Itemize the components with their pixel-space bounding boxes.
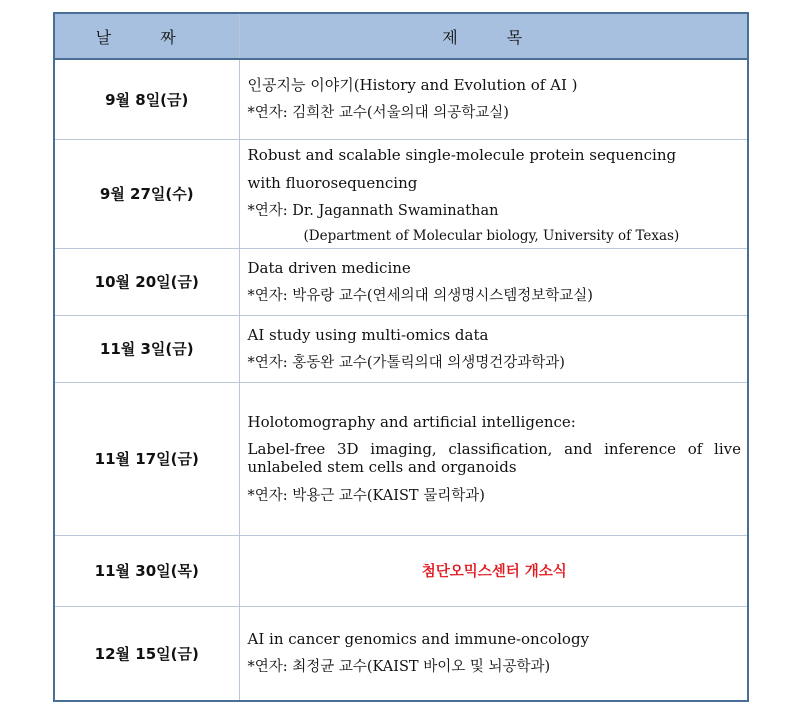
talk-title: Data driven medicine (247, 258, 411, 277)
title-column-header: 제 목 (239, 13, 748, 59)
title-cell (239, 382, 748, 535)
title-cell (239, 139, 748, 248)
title-cell (239, 606, 748, 701)
title-cell (239, 315, 748, 382)
speaker-info: *연자: 홍동완 교수(가톨릭의대 의생명건강과학과) (247, 354, 565, 371)
table-row (54, 535, 748, 606)
speaker-affiliation: (Department of Molecular biology, University of Texas) (303, 227, 680, 244)
title-cell (239, 248, 748, 315)
talk-title: AI in cancer genomics and immune-oncology (247, 630, 590, 649)
date-column-header: 날 짜 (54, 13, 239, 59)
seminar-schedule-table (53, 12, 749, 702)
speaker-info: *연자: 김희찬 교수(서울의대 의공학교실) (247, 105, 509, 122)
talk-title: Robust and scalable single-molecule protein sequencing (247, 145, 677, 164)
speaker-info: *연자: 박용근 교수(KAIST 물리학과) (247, 487, 485, 504)
title-cell (239, 59, 748, 139)
date-cell: 9월 8일(금) (54, 59, 239, 139)
talk-title: Holotomography and artificial intelligence: (247, 412, 576, 431)
table-row (54, 382, 748, 535)
table-row (54, 139, 748, 248)
talk-title: AI study using multi-omics data (247, 325, 489, 344)
date-cell: 12월 15일(금) (54, 606, 239, 701)
talk-title: with fluorosequencing (247, 173, 418, 192)
date-cell: 9월 27일(수) (54, 139, 239, 248)
date-cell: 11월 30일(목) (54, 535, 239, 606)
date-cell: 11월 17일(금) (54, 382, 239, 535)
event-announcement: 첨단오믹스센터 개소식 (239, 535, 748, 606)
table-row (54, 606, 748, 701)
date-cell: 10월 20일(금) (54, 248, 239, 315)
date-cell: 11월 3일(금) (54, 315, 239, 382)
table-row (54, 59, 748, 139)
table-row (54, 315, 748, 382)
speaker-info: *연자: 최정균 교수(KAIST 바이오 및 뇌공학과) (247, 659, 551, 676)
talk-subtitle: Label-free 3D imaging, classification, and inference of live unlabeled stem cells and organoids (247, 439, 741, 476)
table-row (54, 248, 748, 315)
talk-title: 인공지능 이야기(History and Evolution of AI ) (247, 76, 578, 95)
speaker-info: *연자: 박유랑 교수(연세의대 의생명시스템정보학교실) (247, 287, 593, 304)
speaker-info: *연자: Dr. Jagannath Swaminathan (247, 202, 499, 219)
table-header-row (54, 13, 748, 59)
